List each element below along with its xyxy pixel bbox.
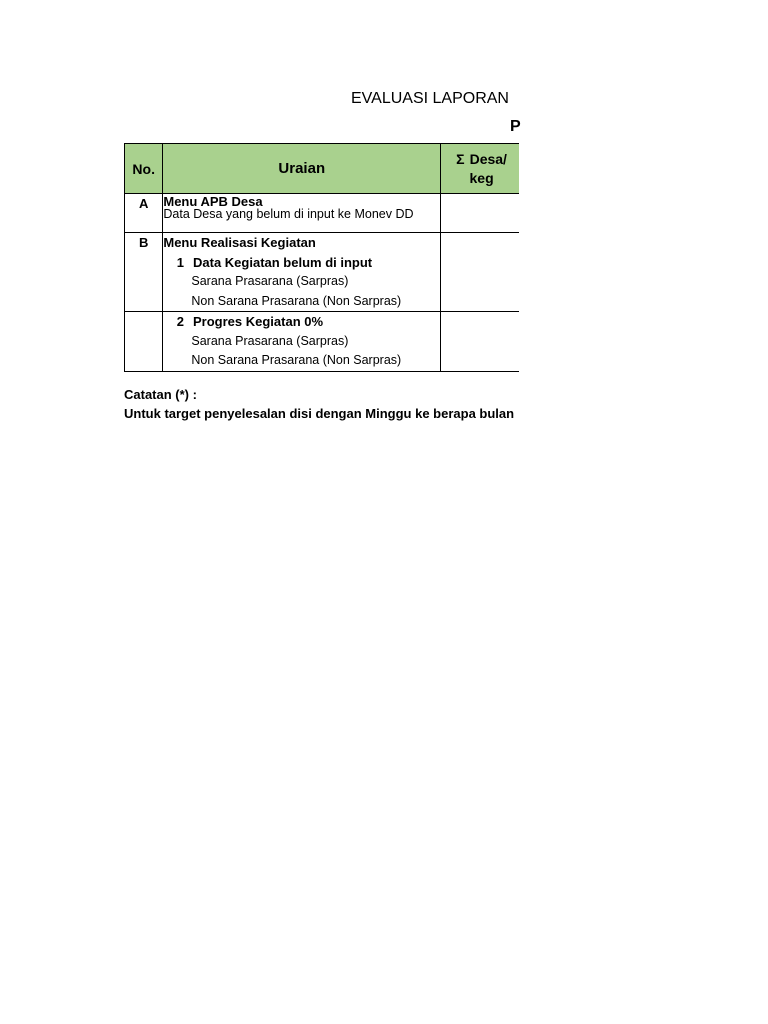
row-b-count: [441, 233, 519, 312]
row-b-item1-non-sarpras: Non Sarana Prasarana (Non Sarpras): [191, 293, 402, 308]
document-subtitle: P: [510, 118, 521, 135]
row-b2-count: [441, 312, 519, 372]
row-b-item2-number: 2: [176, 314, 184, 329]
row-b-item1-number: 1: [176, 254, 184, 270]
row-b-item2-non-sarpras: Non Sarana Prasarana (Non Sarpras): [191, 353, 402, 367]
row-b-item1-sarpras: Sarana Prasarana (Sarpras): [191, 274, 349, 288]
row-b-item2: [163, 312, 440, 332]
header-uraian: Uraian: [163, 144, 441, 194]
row-b-number: B: [125, 233, 163, 312]
row-b-item1-title: Data Kegiatan belum di input: [193, 254, 373, 270]
row-a-detail: Data Desa yang belum di input ke Monev DD: [163, 208, 414, 221]
header-keg: keg: [469, 169, 494, 186]
header-desa-keg: [441, 144, 519, 194]
row-a-count: [441, 194, 519, 233]
row-b2-number: [125, 312, 163, 372]
row-b2-uraian: [163, 312, 441, 372]
row-b-item1: [163, 253, 440, 273]
row-a-title: Menu APB Desa: [163, 194, 263, 209]
table-row: [125, 312, 520, 372]
header-no: No.: [125, 144, 163, 194]
table-header-row: [125, 144, 520, 194]
row-b-item2-title: Progres Kegiatan 0%: [193, 314, 324, 329]
row-b-title: Menu Realisasi Kegiatan: [163, 235, 316, 250]
notes-text: Untuk target penyelesalan disi dengan Minggu ke berapa bulan: [124, 406, 515, 421]
row-b-item2-sarpras: Sarana Prasarana (Sarpras): [191, 333, 349, 348]
evaluation-table-viewport: [124, 143, 519, 373]
row-b-uraian: [163, 233, 441, 312]
evaluation-table: [124, 143, 519, 372]
notes-label: Catatan (*) :: [124, 387, 197, 402]
table-row: [125, 233, 520, 312]
sigma-symbol: Σ: [456, 150, 465, 167]
row-a-uraian: [163, 194, 441, 233]
header-desa: Desa/: [469, 150, 507, 167]
row-a-number: A: [125, 194, 163, 233]
table-row: [125, 194, 520, 233]
document-title: EVALUASI LAPORAN: [351, 90, 509, 107]
